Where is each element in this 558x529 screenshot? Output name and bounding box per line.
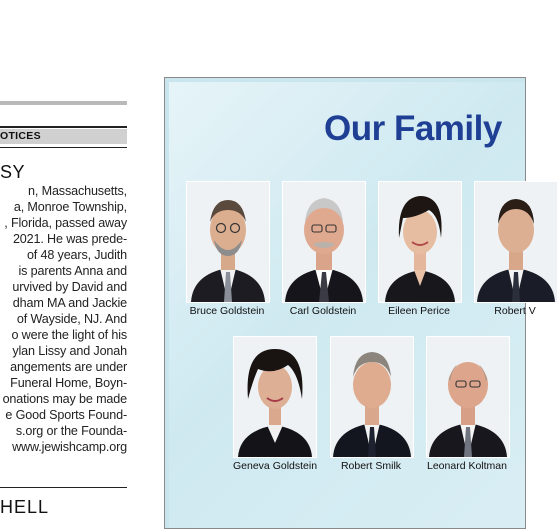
next-obituary-name: HELL xyxy=(0,497,50,517)
portrait-image xyxy=(187,182,269,302)
obituary-line: ylan Lissy and Jonah xyxy=(12,344,127,358)
staff-card xyxy=(186,181,268,317)
ad-background xyxy=(169,82,536,528)
obituary-line: angements are under xyxy=(10,360,127,374)
staff-name: Leonard Koltman xyxy=(427,460,507,472)
portrait-image xyxy=(331,337,413,457)
staff-card xyxy=(474,181,556,317)
portrait-image xyxy=(379,182,461,302)
staff-name: Geneva Goldstein xyxy=(233,460,318,472)
portrait-image xyxy=(427,337,509,457)
obituary-line: , Florida, passed away xyxy=(4,216,127,230)
portrait-image xyxy=(283,182,365,302)
obituary-end-rule xyxy=(0,487,127,488)
staff-name: Robert Smilk xyxy=(340,460,402,472)
ad-title: Our Family xyxy=(324,109,502,148)
staff-photo xyxy=(186,181,270,303)
staff-name: Eileen Perice xyxy=(388,305,450,317)
staff-photo xyxy=(378,181,462,303)
section-rule-bottom xyxy=(0,147,127,148)
obituary-line: of Wayside, NJ. And xyxy=(16,312,127,326)
obituary-line: 2021. He was prede- xyxy=(12,232,127,246)
obituary-line: is parents Anna and xyxy=(18,264,127,278)
staff-photo xyxy=(474,181,558,303)
portrait-image xyxy=(475,182,557,302)
staff-photo xyxy=(426,336,510,458)
staff-name: Robert V xyxy=(494,305,536,317)
staff-card xyxy=(378,181,460,317)
staff-card xyxy=(330,336,412,472)
section-rule xyxy=(0,126,127,128)
obituary-line: s.org or the Founda- xyxy=(15,424,127,438)
family-ad-panel xyxy=(164,77,536,529)
staff-card xyxy=(233,336,318,472)
obituary-line: n, Massachusetts, xyxy=(28,184,127,198)
section-heading: OTICES xyxy=(0,129,127,144)
obituary-line: www.jewishcamp.org xyxy=(12,440,127,454)
obituary-line: e Good Sports Found- xyxy=(5,408,127,422)
obituary-line: Funeral Home, Boyn- xyxy=(10,376,127,390)
obituary-line: dham MA and Jackie xyxy=(12,296,127,310)
staff-photo xyxy=(330,336,414,458)
obituary-line: o were the light of his xyxy=(11,328,127,342)
staff-name: Bruce Goldstein xyxy=(189,305,265,317)
top-rule xyxy=(0,101,127,105)
staff-photo xyxy=(282,181,366,303)
obituary-line: urvived by David and xyxy=(12,280,127,294)
obituary-line: onations may be made xyxy=(2,392,127,406)
staff-photo xyxy=(233,336,317,458)
obituary-body xyxy=(0,183,127,455)
obituary-line: a, Monroe Township, xyxy=(13,200,127,214)
obituary-line: of 48 years, Judith xyxy=(26,248,127,262)
staff-card xyxy=(426,336,508,472)
staff-name: Carl Goldstein xyxy=(289,305,357,317)
staff-card xyxy=(282,181,364,317)
portrait-image xyxy=(234,337,316,457)
obituary-name: SY xyxy=(0,162,26,182)
